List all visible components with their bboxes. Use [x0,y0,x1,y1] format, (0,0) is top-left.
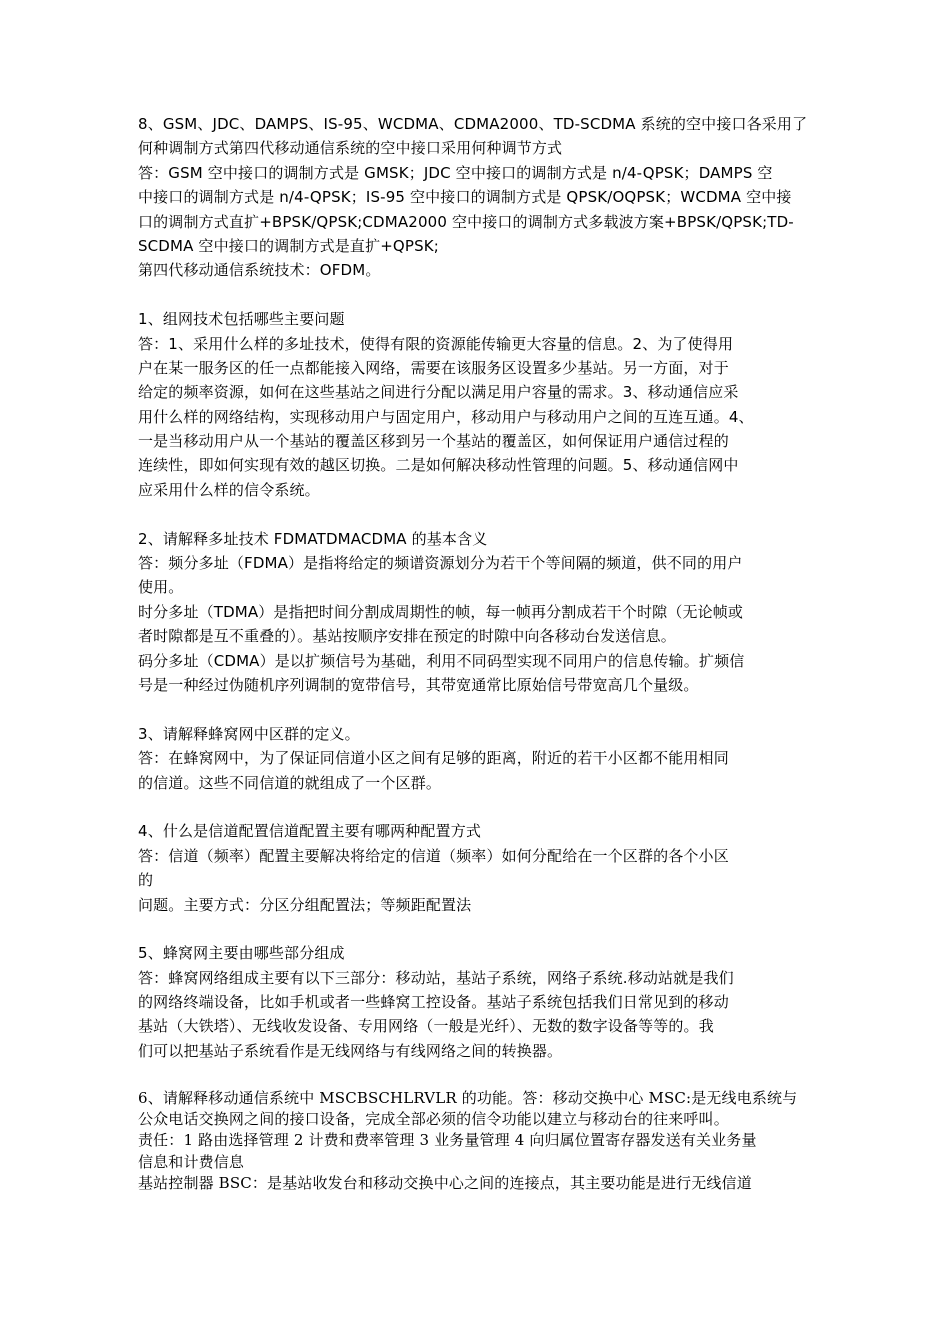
question-1-answer-line-2: 户在某一服务区的任一点都能接入网络，需要在该服务区设置多少基站。另一方面，对于 [138,358,729,377]
question-4-answer-line-1: 答：信道（频率）配置主要解决将给定的信道（频率）如何分配给在一个区群的各个小区 [138,846,729,865]
paragraph-gap [138,917,820,941]
question-8-section [138,112,820,283]
paragraph-gap [138,502,820,526]
paragraph-gap [138,697,820,721]
question-6-answer-line-1: 公众电话交换网之间的接口设备，完成全部必须的信令功能以建立与移动台的往来呼叫。 [138,1110,729,1129]
question-4-section [138,819,820,917]
question-8-answer-line-2: 中接口的调制方式是 n/4-QPSK；IS-95 空中接口的调制方式是 QPSK/OQPSK；WCDMA 空中接 [138,188,792,207]
question-8-title-line-1: 8、GSM、JDC、DAMPS、IS-95、WCDMA、CDMA2000、TD-SCDMA 系统的空中接口各采用了 [138,115,808,133]
question-3-title: 3、请解释蜂窝网中区群的定义。 [138,724,360,743]
question-1-title: 1、组网技术包括哪些主要问题 [138,310,345,329]
question-6-section [138,1088,820,1195]
document-page [138,112,820,1195]
question-1-section [138,307,820,502]
question-2-title: 2、请解释多址技术 FDMATDMACDMA 的基本含义 [138,529,488,548]
question-3-section [138,722,820,795]
question-6-answer-line-3: 信息和计费信息 [138,1152,245,1171]
question-2-answer-line-6: 号是一种经过伪随机序列调制的宽带信号，其带宽通常比原始信号带宽高几个量级。 [138,675,699,694]
question-3-answer-line-1: 答：在蜂窝网中，为了保证同信道小区之间有足够的距离，附近的若干小区都不能用相同 [138,749,729,768]
question-1-answer-line-4: 用什么样的网络结构，实现移动用户与固定用户，移动用户与移动用户之间的互连互通。4、 [138,407,754,426]
question-8-answer-line-1: 答：GSM 空中接口的调制方式是 GMSK；JDC 空中接口的调制方式是 n/4-QPSK；DAMPS 空 [138,163,773,182]
question-5-section [138,941,820,1063]
paragraph-gap [138,795,820,819]
question-3-answer-line-2: 的信道。这些不同信道的就组成了一个区群。 [138,773,442,792]
question-2-answer-line-3: 时分多址（TDMA）是指把时间分割成周期性的帧，每一帧再分割成若干个时隙（无论帧或 [138,602,744,621]
paragraph-gap [138,1063,820,1087]
question-2-section [138,527,820,698]
question-1-answer-line-1: 答：1、采用什么样的多址技术，使得有限的资源能传输更大容量的信息。2、为了使得用 [138,334,734,353]
question-1-answer-line-6: 连续性，即如何实现有效的越区切换。二是如何解决移动性管理的问题。5、移动通信网中 [138,456,739,475]
question-4-answer-line-3: 问题。主要方式：分区分组配置法；等频距配置法 [138,895,472,914]
paragraph-gap [138,283,820,307]
question-8-answer-line-5: 第四代移动通信系统技术：OFDM。 [138,261,381,280]
question-6-answer-line-4: 基站控制器 BSC：是基站收发台和移动交换中心之间的连接点，其主要功能是进行无线信道 [138,1174,752,1193]
question-2-answer-line-2: 使用。 [138,578,184,597]
question-6-title-line: 6、请解释移动通信系统中 MSCBSCHLRVLR 的功能。答：移动交换中心 MSC:是无线电系统与 [138,1088,798,1107]
question-5-title: 5、蜂窝网主要由哪些部分组成 [138,944,345,963]
question-8-answer-line-4: SCDMA 空中接口的调制方式是直扩+QPSK; [138,236,439,255]
question-2-answer-line-4: 者时隙都是互不重叠的）。基站按顺序安排在预定的时隙中向各移动台发送信息。 [138,627,676,646]
question-1-answer-line-7: 应采用什么样的信令系统。 [138,480,320,499]
question-2-answer-line-5: 码分多址（CDMA）是以扩频信号为基础，利用不同码型实现不同用户的信息传输。扩频信 [138,651,745,670]
question-4-title: 4、什么是信道配置信道配置主要有哪两种配置方式 [138,822,481,841]
question-5-answer-line-1: 答：蜂窝网络组成主要有以下三部分：移动站，基站子系统，网络子系统.移动站就是我们 [138,968,734,987]
question-5-answer-line-4: 们可以把基站子系统看作是无线网络与有线网络之间的转换器。 [138,1041,563,1060]
question-8-answer-line-3: 口的调制方式直扩+BPSK/QPSK;CDMA2000 空中接口的调制方式多载波方案+BPSK/QPSK;TD- [138,212,794,231]
question-5-answer-line-2: 的网络终端设备，比如手机或者一些蜂窝工控设备。基站子系统包括我们日常见到的移动 [138,993,729,1012]
question-8-title-line-2: 何种调制方式第四代移动通信系统的空中接口采用何种调节方式 [138,139,563,158]
question-6-answer-line-2: 责任：1 路由选择管理 2 计费和费率管理 3 业务量管理 4 向归属位置寄存器发送有关业务量 [138,1131,757,1150]
question-5-answer-line-3: 基站（大铁塔）、无线收发设备、专用网络（一般是光纤）、无数的数字设备等等的。我 [138,1017,714,1036]
question-1-answer-line-3: 给定的频率资源，如何在这些基站之间进行分配以满足用户容量的需求。3、移动通信应采 [138,383,739,402]
question-1-answer-line-5: 一是当移动用户从一个基站的覆盖区移到另一个基站的覆盖区，如何保证用户通信过程的 [138,432,729,451]
question-4-answer-line-2: 的 [138,871,154,890]
question-2-answer-line-1: 答：频分多址（FDMA）是指将给定的频谱资源划分为若干个等间隔的频道，供不同的用户 [138,554,743,573]
